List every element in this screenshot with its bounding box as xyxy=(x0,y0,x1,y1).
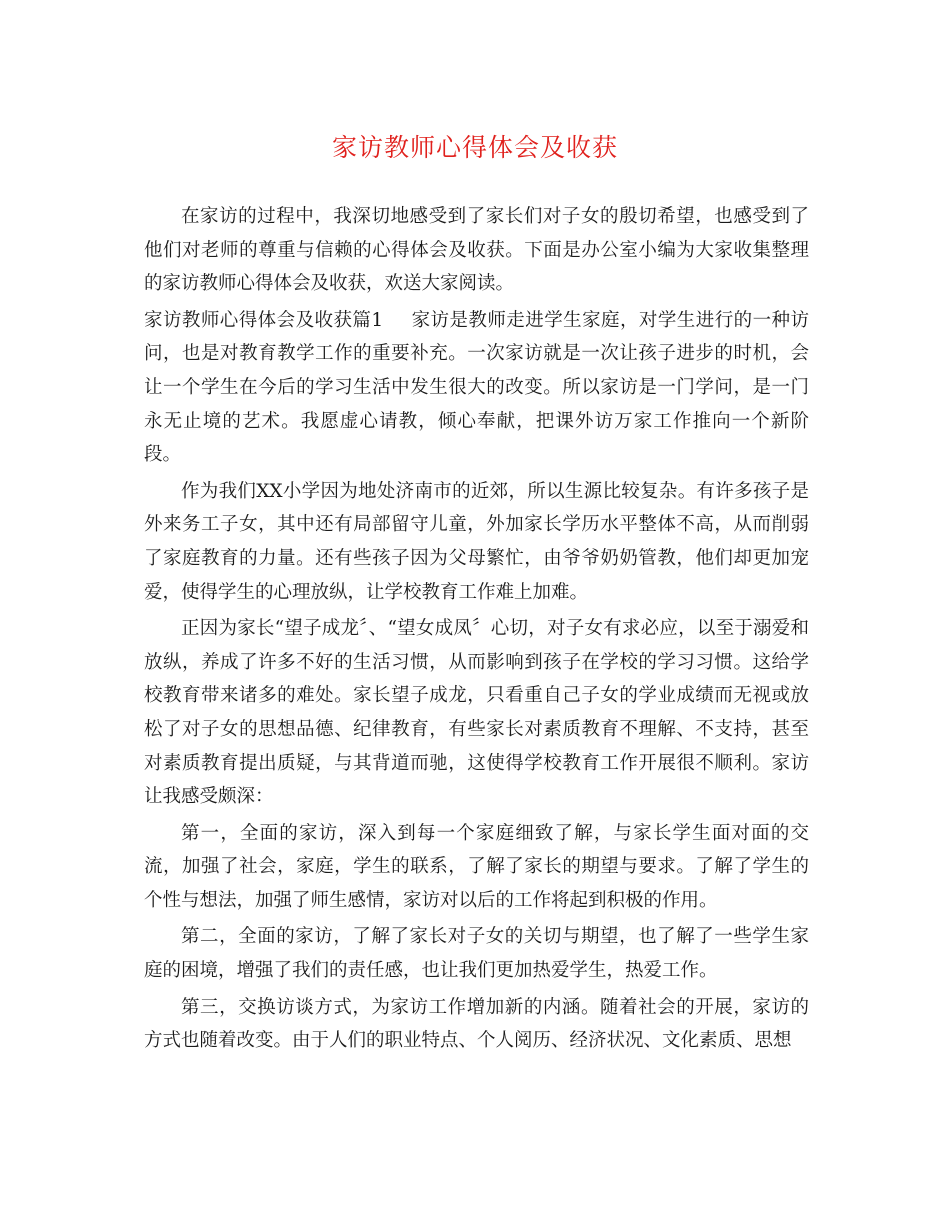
paragraph-point-2: 第二，全面的家访，了解了家长对子女的关切与期望，也了解了一些学生家庭的困境，增强了我们的责任感，也让我们更加热爱学生，热爱工作。 xyxy=(144,926,809,982)
document-title: 家访教师心得体会及收获 xyxy=(331,133,618,162)
paragraph-article-1 xyxy=(144,304,809,472)
paragraph-point-3: 第三，交换访谈方式，为家访工作增加新的内涵。随着社会的开展，家访的方式也随着改变。由于人们的职业特点、个人阅历、经济状况、文化素质、思想 xyxy=(144,996,809,1052)
paragraph-intro: 在家访的过程中，我深切地感受到了家长们对子女的殷切希望，也感受到了他们对老师的尊重与信赖的心得体会及收获。下面是办公室小编为大家收集整理的家访教师心得体会及收获，欢送大家阅读。 xyxy=(144,206,809,295)
article-1-text: 家访是教师走进学生家庭，对学生进行的一种访问，也是对教育教学工作的重要补充。一次家访就是一次让孩子进步的时机，会让一个学生在今后的学习生活中发生很大的改变。所以家访是一门学问，是一门永无止境的艺术。我愿虚心请教，倾心奉献，把课外访万家工作推向一个新阶段。 xyxy=(144,309,809,466)
paragraph-point-1: 第一，全面的家访，深入到每一个家庭细致了解，与家长学生面对面的交流，加强了社会，家庭，学生的联系，了解了家长的期望与要求。了解了学生的个性与想法，加强了师生感情，家访对以后的工作将起到积极的作用。 xyxy=(144,822,809,911)
paragraph-parent-expectations: 正因为家长“望子成龙〞、“望女成凤〞心切，对子女有求必应，以至于溺爱和放纵，养成了许多不好的生活习惯，从而影响到孩子在学校的学习习惯。这给学校教育带来诸多的难处。家长望子成龙，只看重自己子女的学业成绩而无视或放松了对子女的思想品德、纪律教育，有些家长对素质教育不理解、不支持，甚至对素质教育提出质疑，与其背道而驰，这使得学校教育工作开展很不顺利。家访让我感受颇深： xyxy=(144,618,809,808)
document-body xyxy=(144,200,809,1058)
paragraph-school-background: 作为我们XX小学因为地处济南市的近郊，所以生源比较复杂。有许多孩子是外来务工子女，其中还有局部留守儿童，外加家长学历水平整体不高，从而削弱了家庭教育的力量。还有些孩子因为父母繁忙，由爷爷奶奶管教，他们却更加宠爱，使得学生的心理放纵，让学校教育工作难上加难。 xyxy=(144,480,809,603)
article-heading: 家访教师心得体会及收获篇1 xyxy=(144,309,384,331)
